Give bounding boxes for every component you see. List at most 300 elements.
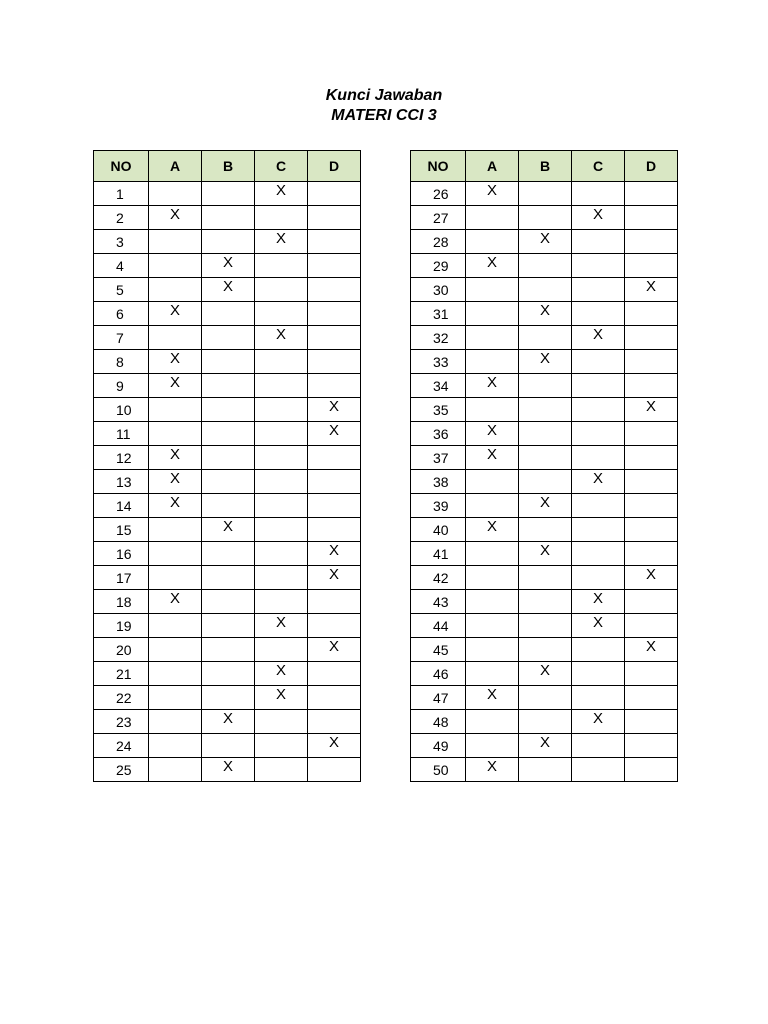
option-cell-d: X	[308, 542, 361, 566]
option-cell-a	[149, 254, 202, 278]
option-cell-b: X	[519, 230, 572, 254]
option-cell-c	[255, 710, 308, 734]
option-cell-a	[466, 566, 519, 590]
question-number: 34	[411, 374, 466, 398]
option-cell-b	[202, 734, 255, 758]
option-cell-a	[466, 494, 519, 518]
option-cell-d: X	[308, 566, 361, 590]
option-cell-b: X	[202, 254, 255, 278]
question-number: 26	[411, 182, 466, 206]
option-cell-b: X	[202, 518, 255, 542]
question-number: 2	[94, 206, 149, 230]
option-cell-a	[149, 638, 202, 662]
question-number: 29	[411, 254, 466, 278]
option-cell-a	[149, 230, 202, 254]
option-cell-c	[572, 422, 625, 446]
question-number: 1	[94, 182, 149, 206]
option-cell-b	[202, 662, 255, 686]
option-cell-d	[625, 374, 678, 398]
option-cell-d	[625, 590, 678, 614]
option-cell-d	[625, 206, 678, 230]
option-cell-a	[466, 614, 519, 638]
option-cell-b	[202, 590, 255, 614]
question-number: 14	[94, 494, 149, 518]
option-cell-b	[202, 374, 255, 398]
option-cell-b	[519, 686, 572, 710]
option-cell-b	[202, 230, 255, 254]
question-number: 28	[411, 230, 466, 254]
option-cell-a	[466, 206, 519, 230]
option-cell-b	[202, 182, 255, 206]
option-cell-a	[149, 566, 202, 590]
option-cell-a	[149, 518, 202, 542]
option-cell-d	[308, 182, 361, 206]
question-number: 35	[411, 398, 466, 422]
option-cell-b	[519, 326, 572, 350]
option-cell-b	[519, 758, 572, 782]
option-cell-d	[625, 326, 678, 350]
option-cell-c: X	[572, 470, 625, 494]
header-no: NO	[94, 151, 149, 182]
table-row	[411, 710, 678, 734]
table-row	[411, 302, 678, 326]
option-cell-d	[625, 518, 678, 542]
option-cell-d	[625, 182, 678, 206]
question-number: 31	[411, 302, 466, 326]
option-cell-c	[572, 446, 625, 470]
option-cell-c	[255, 566, 308, 590]
option-cell-a: X	[149, 446, 202, 470]
option-cell-a	[466, 350, 519, 374]
table-row	[411, 470, 678, 494]
option-cell-d	[308, 302, 361, 326]
option-cell-d	[308, 206, 361, 230]
question-number: 24	[94, 734, 149, 758]
option-cell-c	[255, 446, 308, 470]
option-cell-a: X	[149, 350, 202, 374]
table-row	[411, 206, 678, 230]
option-cell-d	[308, 494, 361, 518]
table-row	[94, 710, 361, 734]
question-number: 16	[94, 542, 149, 566]
header-a: A	[149, 151, 202, 182]
table-row	[94, 350, 361, 374]
option-cell-d	[308, 470, 361, 494]
option-cell-c	[572, 734, 625, 758]
option-cell-b: X	[519, 662, 572, 686]
option-cell-d	[625, 254, 678, 278]
question-number: 9	[94, 374, 149, 398]
table-row	[411, 278, 678, 302]
question-number: 47	[411, 686, 466, 710]
option-cell-c: X	[255, 326, 308, 350]
option-cell-b: X	[202, 710, 255, 734]
option-cell-d: X	[308, 422, 361, 446]
option-cell-c: X	[255, 614, 308, 638]
option-cell-d	[308, 446, 361, 470]
option-cell-d	[625, 302, 678, 326]
question-number: 21	[94, 662, 149, 686]
question-number: 42	[411, 566, 466, 590]
option-cell-b	[519, 446, 572, 470]
option-cell-b	[519, 638, 572, 662]
question-number: 37	[411, 446, 466, 470]
question-number: 32	[411, 326, 466, 350]
table-row	[411, 326, 678, 350]
option-cell-c: X	[255, 686, 308, 710]
option-cell-c: X	[572, 590, 625, 614]
option-cell-c	[255, 206, 308, 230]
option-cell-a	[466, 710, 519, 734]
option-cell-d	[308, 350, 361, 374]
title-line-1: Kunci Jawaban	[325, 87, 443, 104]
question-number: 38	[411, 470, 466, 494]
option-cell-c	[572, 758, 625, 782]
option-cell-b	[202, 494, 255, 518]
header-b: B	[202, 151, 255, 182]
question-number: 11	[94, 422, 149, 446]
option-cell-d	[308, 662, 361, 686]
option-cell-b	[202, 422, 255, 446]
option-cell-a	[466, 398, 519, 422]
option-cell-c	[255, 374, 308, 398]
option-cell-b	[519, 206, 572, 230]
table-row	[411, 566, 678, 590]
question-number: 20	[94, 638, 149, 662]
option-cell-d	[308, 614, 361, 638]
table-row	[94, 542, 361, 566]
option-cell-b	[202, 638, 255, 662]
table-row	[94, 494, 361, 518]
option-cell-b	[202, 398, 255, 422]
option-cell-c	[572, 374, 625, 398]
option-cell-b	[202, 614, 255, 638]
option-cell-b	[519, 614, 572, 638]
table-row	[411, 734, 678, 758]
table-row	[94, 662, 361, 686]
option-cell-c: X	[572, 614, 625, 638]
option-cell-d	[625, 350, 678, 374]
option-cell-c	[255, 302, 308, 326]
header-d: D	[308, 151, 361, 182]
option-cell-c	[572, 278, 625, 302]
table-row	[94, 302, 361, 326]
header-b: B	[519, 151, 572, 182]
option-cell-c	[255, 350, 308, 374]
option-cell-c	[255, 398, 308, 422]
option-cell-a	[466, 470, 519, 494]
table-row	[411, 446, 678, 470]
option-cell-b: X	[519, 350, 572, 374]
table-body	[411, 182, 678, 782]
option-cell-b: X	[519, 542, 572, 566]
option-cell-b: X	[519, 302, 572, 326]
option-cell-c: X	[572, 710, 625, 734]
header-a: A	[466, 151, 519, 182]
option-cell-a: X	[149, 206, 202, 230]
option-cell-a	[466, 542, 519, 566]
table-row	[411, 494, 678, 518]
option-cell-b: X	[202, 758, 255, 782]
answer-key-table-right	[410, 150, 678, 782]
option-cell-d	[625, 230, 678, 254]
option-cell-d: X	[625, 398, 678, 422]
question-number: 45	[411, 638, 466, 662]
table-row	[94, 614, 361, 638]
option-cell-c	[255, 518, 308, 542]
option-cell-b	[202, 470, 255, 494]
question-number: 7	[94, 326, 149, 350]
option-cell-d	[625, 734, 678, 758]
question-number: 46	[411, 662, 466, 686]
option-cell-c	[255, 590, 308, 614]
option-cell-c: X	[255, 230, 308, 254]
option-cell-c: X	[572, 326, 625, 350]
option-cell-b	[202, 446, 255, 470]
title-line-2: MATERI CCI 3	[331, 107, 437, 124]
question-number: 6	[94, 302, 149, 326]
option-cell-a	[466, 278, 519, 302]
option-cell-b	[202, 542, 255, 566]
option-cell-c	[572, 542, 625, 566]
option-cell-d	[308, 230, 361, 254]
option-cell-a: X	[466, 254, 519, 278]
question-number: 49	[411, 734, 466, 758]
option-cell-c	[255, 734, 308, 758]
question-number: 17	[94, 566, 149, 590]
option-cell-c	[572, 638, 625, 662]
option-cell-d	[625, 662, 678, 686]
option-cell-b	[519, 374, 572, 398]
option-cell-a	[466, 638, 519, 662]
question-number: 43	[411, 590, 466, 614]
header-d: D	[625, 151, 678, 182]
option-cell-b	[519, 590, 572, 614]
question-number: 5	[94, 278, 149, 302]
option-cell-b	[519, 566, 572, 590]
option-cell-c	[572, 302, 625, 326]
table-row	[94, 398, 361, 422]
option-cell-c	[572, 662, 625, 686]
option-cell-b	[202, 686, 255, 710]
option-cell-b: X	[519, 734, 572, 758]
question-number: 12	[94, 446, 149, 470]
option-cell-a	[149, 422, 202, 446]
option-cell-c	[572, 398, 625, 422]
option-cell-b	[202, 566, 255, 590]
option-cell-c	[255, 470, 308, 494]
option-cell-c	[255, 638, 308, 662]
option-cell-c	[255, 494, 308, 518]
option-cell-d	[308, 518, 361, 542]
question-number: 39	[411, 494, 466, 518]
option-cell-d	[625, 422, 678, 446]
option-cell-c	[572, 230, 625, 254]
document-title	[0, 86, 768, 126]
option-cell-a	[149, 278, 202, 302]
question-number: 41	[411, 542, 466, 566]
table-row	[94, 734, 361, 758]
table-row	[411, 182, 678, 206]
question-number: 3	[94, 230, 149, 254]
option-cell-a	[149, 710, 202, 734]
table-row	[411, 422, 678, 446]
option-cell-a: X	[149, 494, 202, 518]
option-cell-a	[149, 686, 202, 710]
option-cell-b: X	[519, 494, 572, 518]
option-cell-d	[308, 254, 361, 278]
table-row	[411, 542, 678, 566]
option-cell-a: X	[149, 374, 202, 398]
header-c: C	[572, 151, 625, 182]
table-row	[94, 758, 361, 782]
option-cell-a: X	[466, 518, 519, 542]
question-number: 48	[411, 710, 466, 734]
option-cell-c	[572, 254, 625, 278]
option-cell-c	[572, 566, 625, 590]
option-cell-b	[519, 182, 572, 206]
option-cell-c	[255, 422, 308, 446]
question-number: 19	[94, 614, 149, 638]
option-cell-d	[625, 710, 678, 734]
table-row	[411, 350, 678, 374]
option-cell-d	[308, 590, 361, 614]
option-cell-a: X	[149, 470, 202, 494]
table-row	[94, 206, 361, 230]
option-cell-d	[308, 710, 361, 734]
question-number: 27	[411, 206, 466, 230]
question-number: 44	[411, 614, 466, 638]
option-cell-a: X	[466, 446, 519, 470]
table-row	[411, 230, 678, 254]
question-number: 25	[94, 758, 149, 782]
table-row	[411, 662, 678, 686]
question-number: 18	[94, 590, 149, 614]
option-cell-d: X	[308, 638, 361, 662]
table-row	[411, 686, 678, 710]
table-row	[411, 614, 678, 638]
table-row	[94, 446, 361, 470]
option-cell-b	[202, 302, 255, 326]
table-row	[411, 254, 678, 278]
option-cell-a	[466, 590, 519, 614]
table-row	[94, 590, 361, 614]
option-cell-a	[149, 398, 202, 422]
option-cell-d: X	[308, 398, 361, 422]
header-c: C	[255, 151, 308, 182]
table-row	[411, 638, 678, 662]
question-number: 40	[411, 518, 466, 542]
option-cell-b	[202, 326, 255, 350]
option-cell-a: X	[149, 590, 202, 614]
option-cell-b	[519, 422, 572, 446]
table-row	[94, 470, 361, 494]
option-cell-a: X	[466, 374, 519, 398]
option-cell-d: X	[625, 278, 678, 302]
option-cell-c	[572, 350, 625, 374]
question-number: 15	[94, 518, 149, 542]
option-cell-b: X	[202, 278, 255, 302]
option-cell-a	[149, 614, 202, 638]
option-cell-a: X	[466, 686, 519, 710]
option-cell-a	[149, 662, 202, 686]
table-row	[94, 230, 361, 254]
question-number: 23	[94, 710, 149, 734]
option-cell-d	[625, 446, 678, 470]
option-cell-a	[149, 758, 202, 782]
option-cell-a	[466, 230, 519, 254]
answer-key-table-left	[93, 150, 361, 782]
option-cell-a: X	[466, 422, 519, 446]
option-cell-b	[519, 398, 572, 422]
option-cell-d: X	[625, 638, 678, 662]
table-row	[94, 638, 361, 662]
option-cell-c	[572, 686, 625, 710]
table-row	[411, 758, 678, 782]
table-row	[94, 182, 361, 206]
question-number: 33	[411, 350, 466, 374]
option-cell-d	[625, 758, 678, 782]
option-cell-d	[308, 374, 361, 398]
option-cell-c: X	[572, 206, 625, 230]
option-cell-c	[572, 494, 625, 518]
option-cell-a	[466, 326, 519, 350]
question-number: 30	[411, 278, 466, 302]
option-cell-c	[255, 758, 308, 782]
option-cell-c	[255, 542, 308, 566]
option-cell-b	[202, 350, 255, 374]
option-cell-c: X	[255, 182, 308, 206]
option-cell-d	[625, 614, 678, 638]
option-cell-c	[255, 254, 308, 278]
table-row	[411, 374, 678, 398]
table-row	[94, 326, 361, 350]
option-cell-b	[519, 518, 572, 542]
table-row	[411, 398, 678, 422]
question-number: 10	[94, 398, 149, 422]
option-cell-d	[625, 494, 678, 518]
option-cell-c: X	[255, 662, 308, 686]
option-cell-d: X	[308, 734, 361, 758]
table-row	[94, 422, 361, 446]
question-number: 8	[94, 350, 149, 374]
option-cell-a	[149, 326, 202, 350]
table-body	[94, 182, 361, 782]
question-number: 13	[94, 470, 149, 494]
option-cell-b	[519, 710, 572, 734]
table-row	[94, 518, 361, 542]
header-row	[411, 151, 678, 182]
option-cell-a: X	[466, 182, 519, 206]
option-cell-a	[466, 662, 519, 686]
table-row	[411, 518, 678, 542]
table-row	[94, 278, 361, 302]
option-cell-a: X	[466, 758, 519, 782]
option-cell-d	[625, 542, 678, 566]
option-cell-a	[149, 542, 202, 566]
option-cell-a	[149, 734, 202, 758]
option-cell-d	[625, 686, 678, 710]
question-number: 36	[411, 422, 466, 446]
header-row	[94, 151, 361, 182]
table-row	[94, 566, 361, 590]
option-cell-b	[202, 206, 255, 230]
option-cell-c	[255, 278, 308, 302]
option-cell-a	[149, 182, 202, 206]
option-cell-d: X	[625, 566, 678, 590]
option-cell-b	[519, 254, 572, 278]
option-cell-d	[308, 686, 361, 710]
